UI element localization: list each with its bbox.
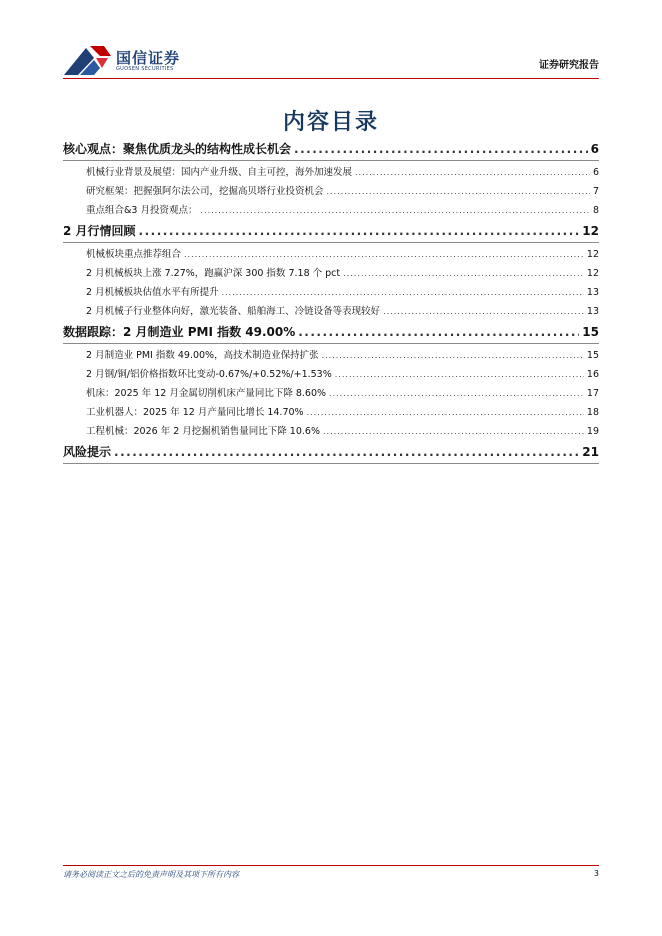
footer-disclaimer-note: 请务必阅读正文之后的免责声明及其项下所有内容 [63,870,239,879]
logo-chinese-text: 国信证券 [116,49,181,67]
toc-page-number: 13 [586,306,599,317]
toc-page-number: 8 [592,205,599,216]
toc-entry-label: 风险提示 [63,445,112,459]
toc-dot-leader [327,182,590,201]
toc-page-number: 16 [586,369,599,380]
toc-page-number: 6 [590,142,599,156]
toc-subsection-entry[interactable] [63,163,599,182]
toc-entry-label: 工业机器人：2025 年 12 月产量同比增长 14.70% [86,407,304,418]
report-type-label: 证券研究报告 [539,60,599,71]
toc-dot-leader [200,201,589,220]
toc-entry-label: 2 月机械板块上涨 7.27%，跑赢沪深 300 指数 7.18 个 pct [86,268,341,279]
toc-page-number: 12 [582,224,599,238]
toc-dot-leader [329,384,584,403]
toc-page-number: 15 [586,350,599,361]
toc-entry-label: 数据跟踪：2 月制造业 PMI 指数 49.00% [63,325,296,339]
toc-entry-label: 工程机械：2026 年 2 月挖掘机销售量同比下降 10.6% [86,426,320,437]
guosen-logo-mark-icon [64,44,112,76]
toc-section-entry[interactable] [63,441,599,464]
toc-section-entry[interactable] [63,321,599,344]
toc-dot-leader [343,264,584,283]
toc-entry-label: 机械行业背景及展望：国内产业升级、自主可控，海外加速发展 [86,167,353,178]
toc-page-number: 15 [582,325,599,339]
toc-dot-leader [335,365,584,384]
toc-subsection-entry[interactable] [63,346,599,365]
toc-page-number: 12 [586,268,599,279]
toc-dot-leader [355,163,590,182]
header-divider [63,78,599,79]
toc-dot-leader [323,422,584,441]
toc-dot-leader [222,283,584,302]
toc-page-number: 7 [592,186,599,197]
toc-subsection-entry[interactable] [63,182,599,201]
toc-dot-leader [294,138,588,160]
toc-subsection-entry[interactable] [63,365,599,384]
toc-entry-label: 机械板块重点推荐组合 [86,249,182,260]
toc-entry-label: 2 月机械板块估值水平有所提升 [86,287,219,298]
toc-dot-leader [184,245,584,264]
footer-divider [63,865,599,866]
toc-subsection-entry[interactable] [63,422,599,441]
table-of-contents [63,138,599,466]
toc-subsection-entry[interactable] [63,403,599,422]
toc-dot-leader [114,441,579,463]
toc-entry-label: 2 月行情回顾 [63,224,136,238]
toc-entry-label: 2 月钢/铜/铝价格指数环比变动-0.67%/+0.52%/+1.53% [86,369,332,380]
footer-page-number: 3 [593,869,599,878]
toc-subsection-entry[interactable] [63,384,599,403]
toc-dot-leader [383,302,584,321]
toc-section-entry[interactable] [63,138,599,161]
logo-english-text: GUOSEN SECURITIES [116,66,174,72]
toc-subsection-entry[interactable] [63,245,599,264]
toc-dot-leader [139,220,580,242]
toc-dot-leader [322,346,584,365]
toc-title: 内容目录 [282,110,379,135]
toc-entry-label: 重点组合&3 月投资观点： [86,205,198,216]
page-header [0,0,662,80]
toc-subsection-entry[interactable] [63,283,599,302]
toc-subsection-entry[interactable] [63,201,599,220]
toc-entry-label: 2 月机械子行业整体向好，激光装备、船舶海工、冷链设备等表现较好 [86,306,381,317]
toc-dot-leader [298,321,579,343]
toc-page-number: 21 [582,445,599,459]
toc-page-number: 6 [592,167,599,178]
toc-subsection-entry[interactable] [63,264,599,283]
toc-entry-label: 机床：2025 年 12 月金属切削机床产量同比下降 8.60% [86,388,327,399]
toc-entry-label: 2 月制造业 PMI 指数 49.00%，高技术制造业保持扩张 [86,350,319,361]
toc-subsection-entry[interactable] [63,302,599,321]
toc-page-number: 17 [586,388,599,399]
toc-entry-label: 核心观点：聚焦优质龙头的结构性成长机会 [63,142,292,156]
toc-page-number: 18 [586,407,599,418]
toc-page-number: 13 [586,287,599,298]
guosen-logo [64,44,234,78]
toc-page-number: 19 [586,426,599,437]
toc-section-entry[interactable] [63,220,599,243]
toc-entry-label: 研究框架：把握强阿尔法公司，挖掘高贝塔行业投资机会 [86,186,324,197]
toc-page-number: 12 [586,249,599,260]
toc-dot-leader [307,403,584,422]
